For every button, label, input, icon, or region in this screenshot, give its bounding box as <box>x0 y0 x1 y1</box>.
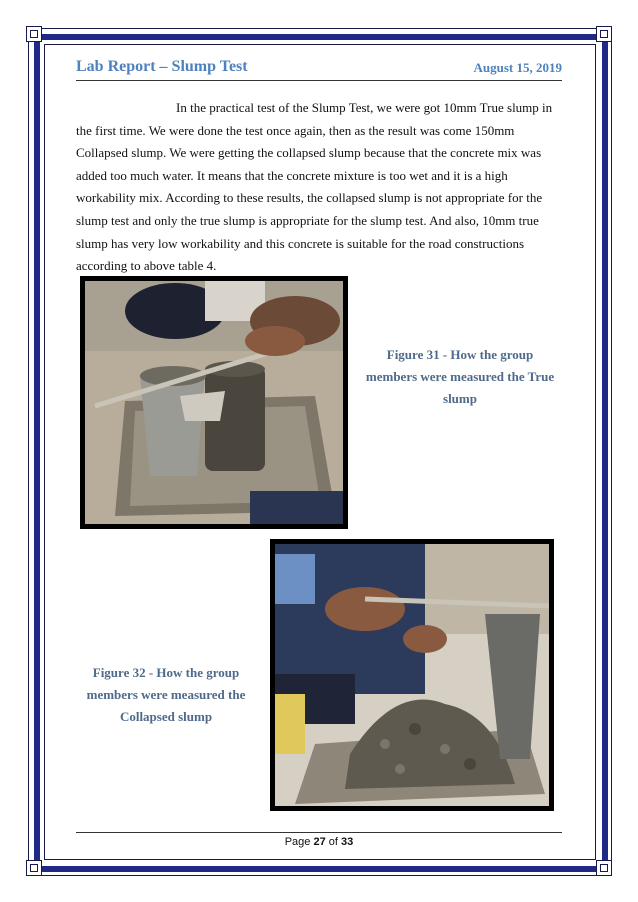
body-paragraph <box>76 97 562 278</box>
border-corner-ornament <box>596 860 612 876</box>
border-corner-ornament <box>26 26 42 42</box>
report-date: August 15, 2019 <box>473 60 562 75</box>
total-pages: 33 <box>341 836 354 848</box>
border-corner-ornament <box>596 26 612 42</box>
figure-31-photo <box>80 276 348 529</box>
figure-32-photo <box>270 539 554 811</box>
of-word: of <box>328 836 338 848</box>
border-corner-ornament <box>26 860 42 876</box>
page-number: 27 <box>313 836 326 848</box>
report-title: Lab Report – Slump Test <box>76 58 248 75</box>
page-word: Page <box>284 836 311 848</box>
figure-32-caption: Figure 32 - How the group members were measured the Collapsed slump <box>86 665 246 724</box>
body-paragraph-text: In the practical test of the Slump Test, we were got 10mm True slump in the first time. We were done the test once again, then as the result was come 150mm Collapsed slump. We were getting the collapsed slump because that the concrete mix was added too much water. It means that the concrete mixture is too wet and it is a high workability mix. According to these results, the collapsed slump is not appropriate for the slump test and only the true slump is appropriate for the slump test. And also, 10mm true slump has very low workability and this concrete is suitable for the road constructions according to above table 4. <box>76 100 553 274</box>
footer-divider <box>76 832 562 833</box>
figure-31-caption: Figure 31 - How the group members were measured the True slump <box>365 347 555 406</box>
page-header <box>76 58 562 81</box>
page-footer <box>0 836 638 848</box>
